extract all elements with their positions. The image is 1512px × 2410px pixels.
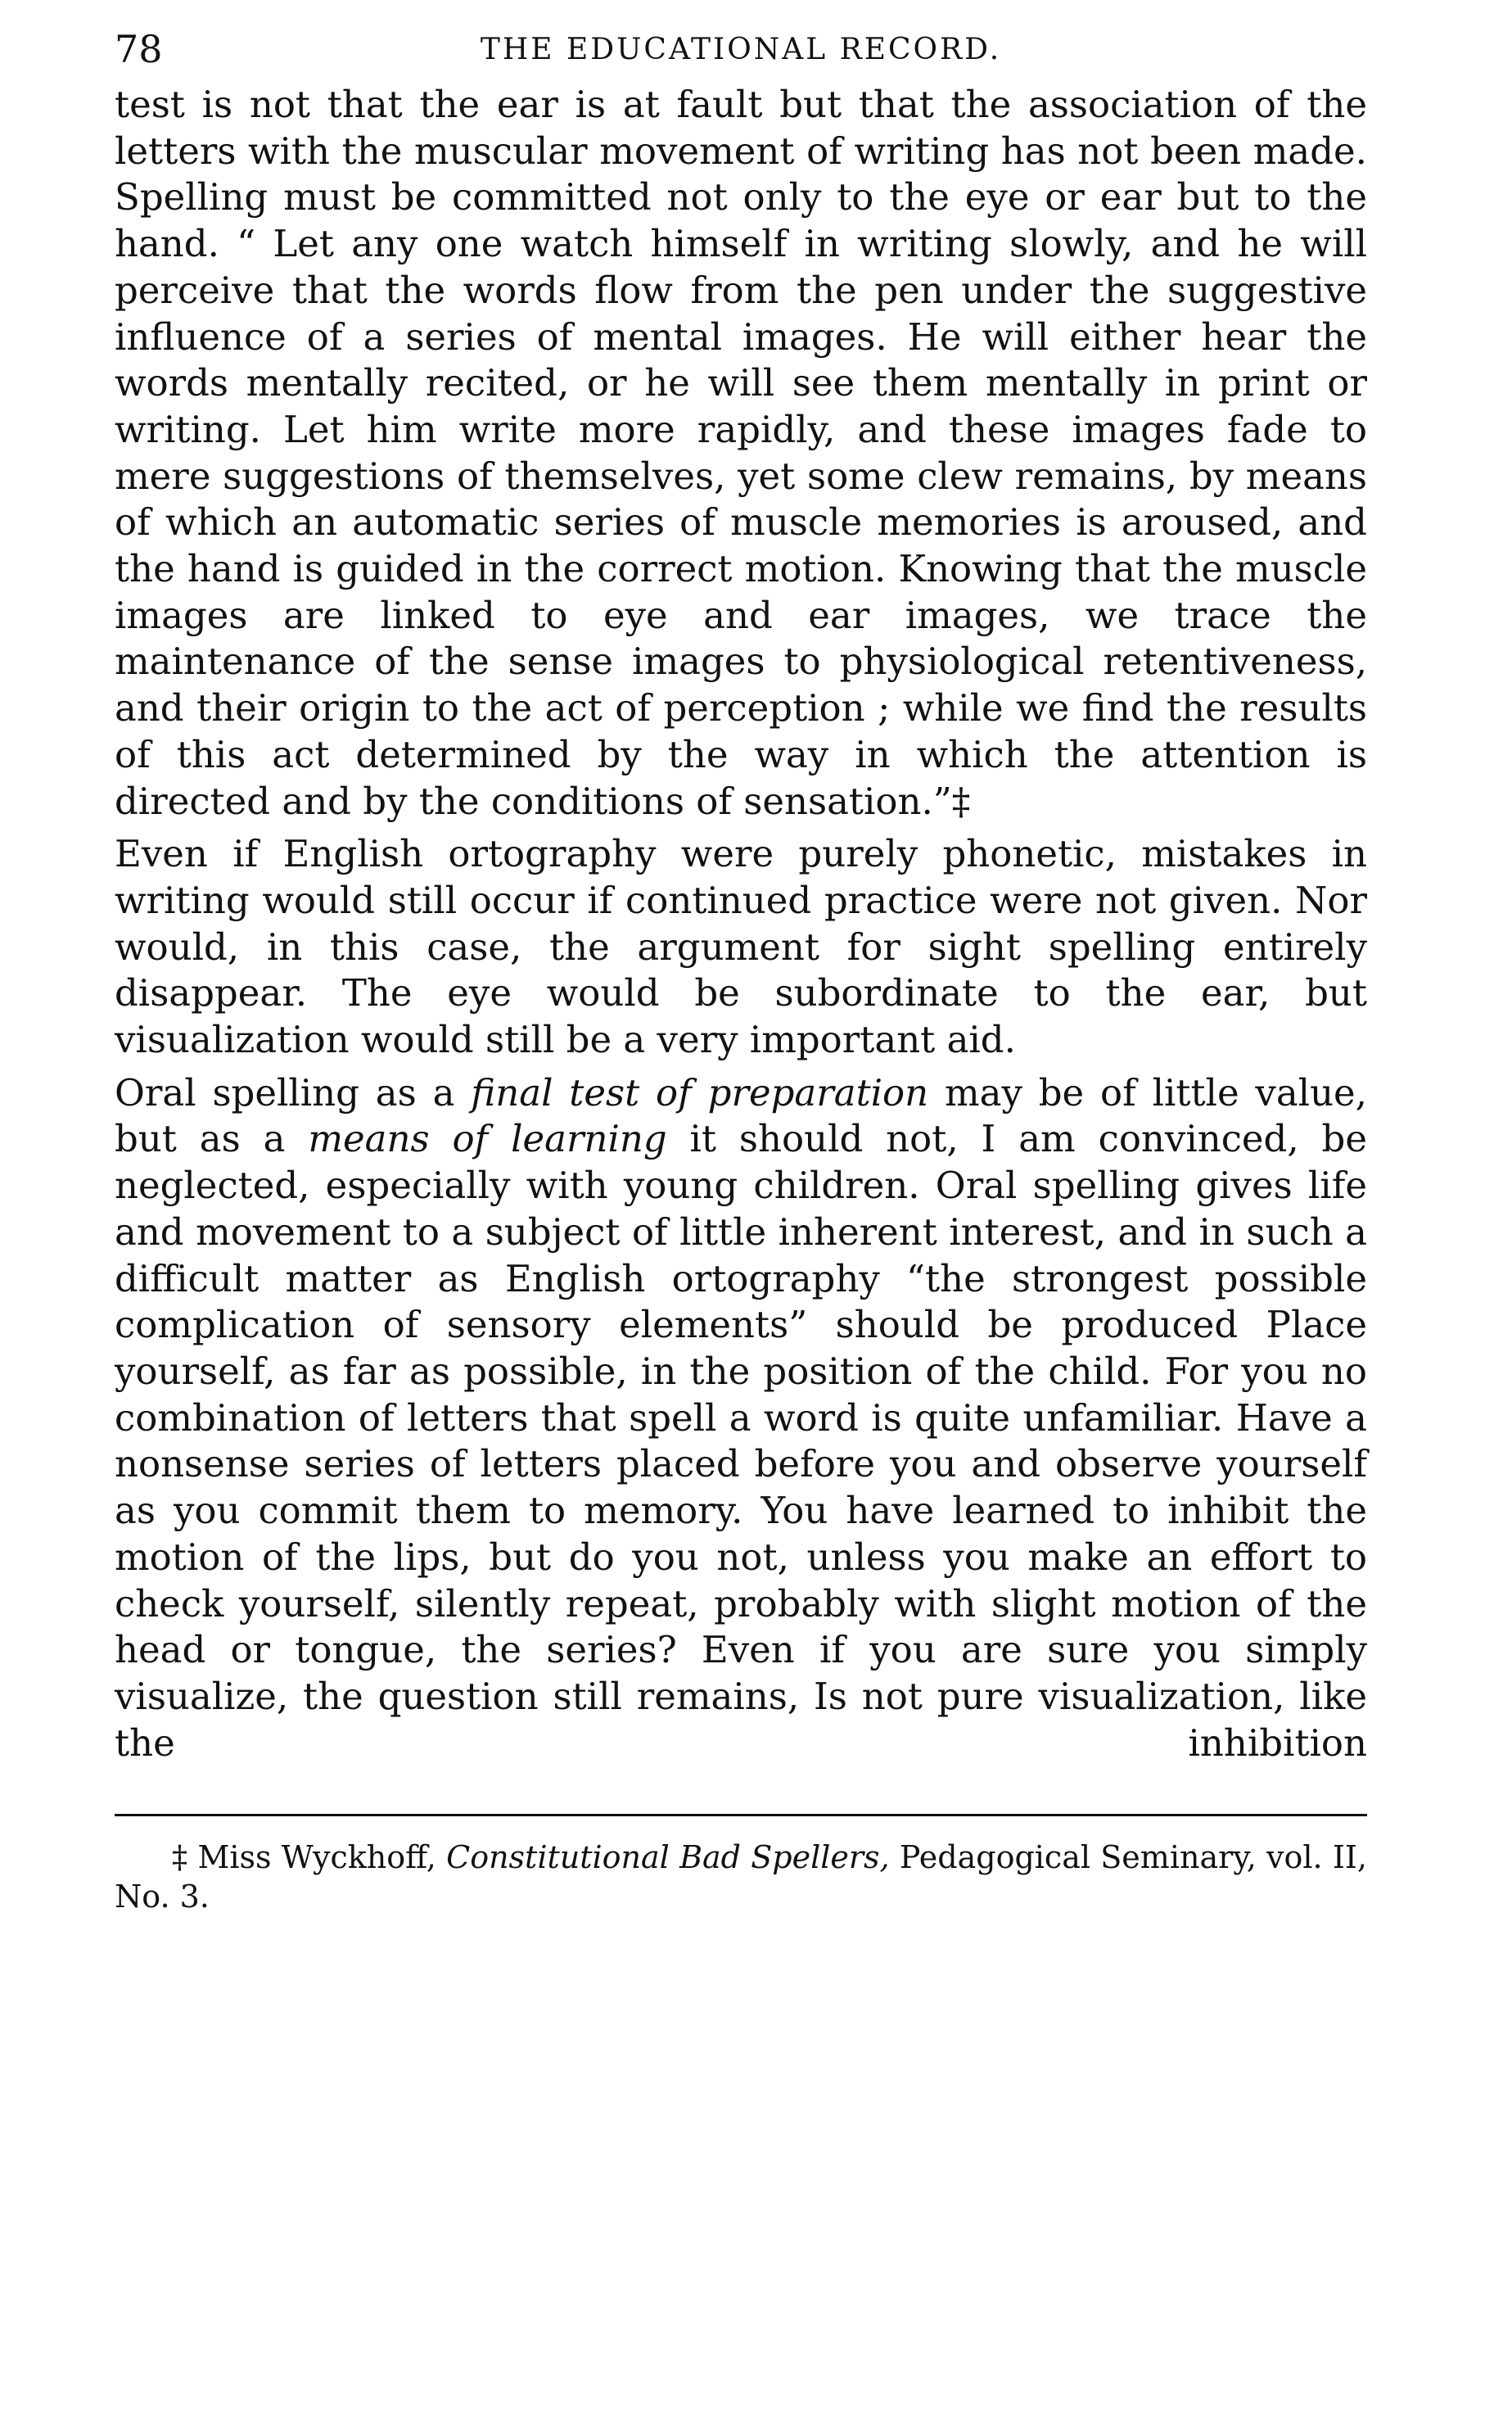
paragraph-3-text-b: may be of little value, but as a — [115, 1070, 1367, 1161]
paragraph-1: test is not that the ear is at fault but that the association of the letters with the muscular movement of writing has not been made. Spelling must be committed not only to the eye or ear but to the hand. “ Let any one watch himself in writing slowly, and he will perceive that the words flow from the pen under the suggestive influence of a series of mental images. He will either hear the words mentally recited, or he will see them mentally in print or writing. Let him write more rapidly, and these images fade to mere suggestions of themselves, yet some clew remains, by means of which an automatic series of muscle memories is aroused, and the hand is guided in the correct motion. Knowing that the muscle images are linked to eye and ear images, we trace the maintenance of the sense images to physiological retentiveness, and their origin to the act of perception ; while we find the results of this act determined by the way in which the attention is directed and by the conditions of sensation.”‡ — [115, 83, 1367, 823]
page-number: 78 — [115, 27, 163, 71]
footnote-marker-author: ‡ Miss Wyckhoff, — [172, 1839, 447, 1876]
paragraph-3 — [115, 1070, 1367, 1767]
body-text — [115, 82, 1367, 1766]
paragraph-3-emphasis-means-of-learning: means of learning — [308, 1117, 667, 1161]
footnote-title: Constitutional Bad Spellers, — [446, 1839, 890, 1876]
journal-title: THE EDUCATIONAL RECORD. — [480, 33, 1002, 66]
paragraph-3-text-a: Oral spelling as a — [115, 1070, 472, 1115]
paragraph-3-emphasis-final-test: final test of preparation — [471, 1070, 929, 1115]
footnote — [115, 1838, 1367, 1916]
paragraph-2: Even if English ortography were purely phonetic, mistakes in writing would still occur if continued practice were not given. Nor would, in this case, the argument for sight spelling entirely disappear. The eye would be subordinate to the ear, but visualization would still be a very important aid. — [115, 832, 1367, 1062]
footnote-rest: Pedagogical Seminary, vol. II, No. 3. — [115, 1839, 1367, 1915]
footnote-divider — [115, 1814, 1367, 1816]
paragraph-3-text-c: it should not, I am convinced, be neglected, especially with young children. Oral spelling gives life and movement to a subject of little inherent interest, and in such a difficult matter as English ortography “the strongest possible complication of sensory elements” should be produced Place yourself, as far as possible, in the position of the child. For you no combination of letters that spell a word is quite unfamiliar. Have a nonsense series of letters placed before you and observe yourself as you commit them to memory. You have learned to inhibit the motion of the lips, but do you not, unless you make an effort to check yourself, silently repeat, probably with slight motion of the head or tongue, the series? Even if you are sure you simply visualize, the question still remains, Is not pure visualization, like the inhibition — [115, 1117, 1367, 1765]
page — [115, 25, 1367, 1916]
running-head — [115, 25, 1367, 82]
